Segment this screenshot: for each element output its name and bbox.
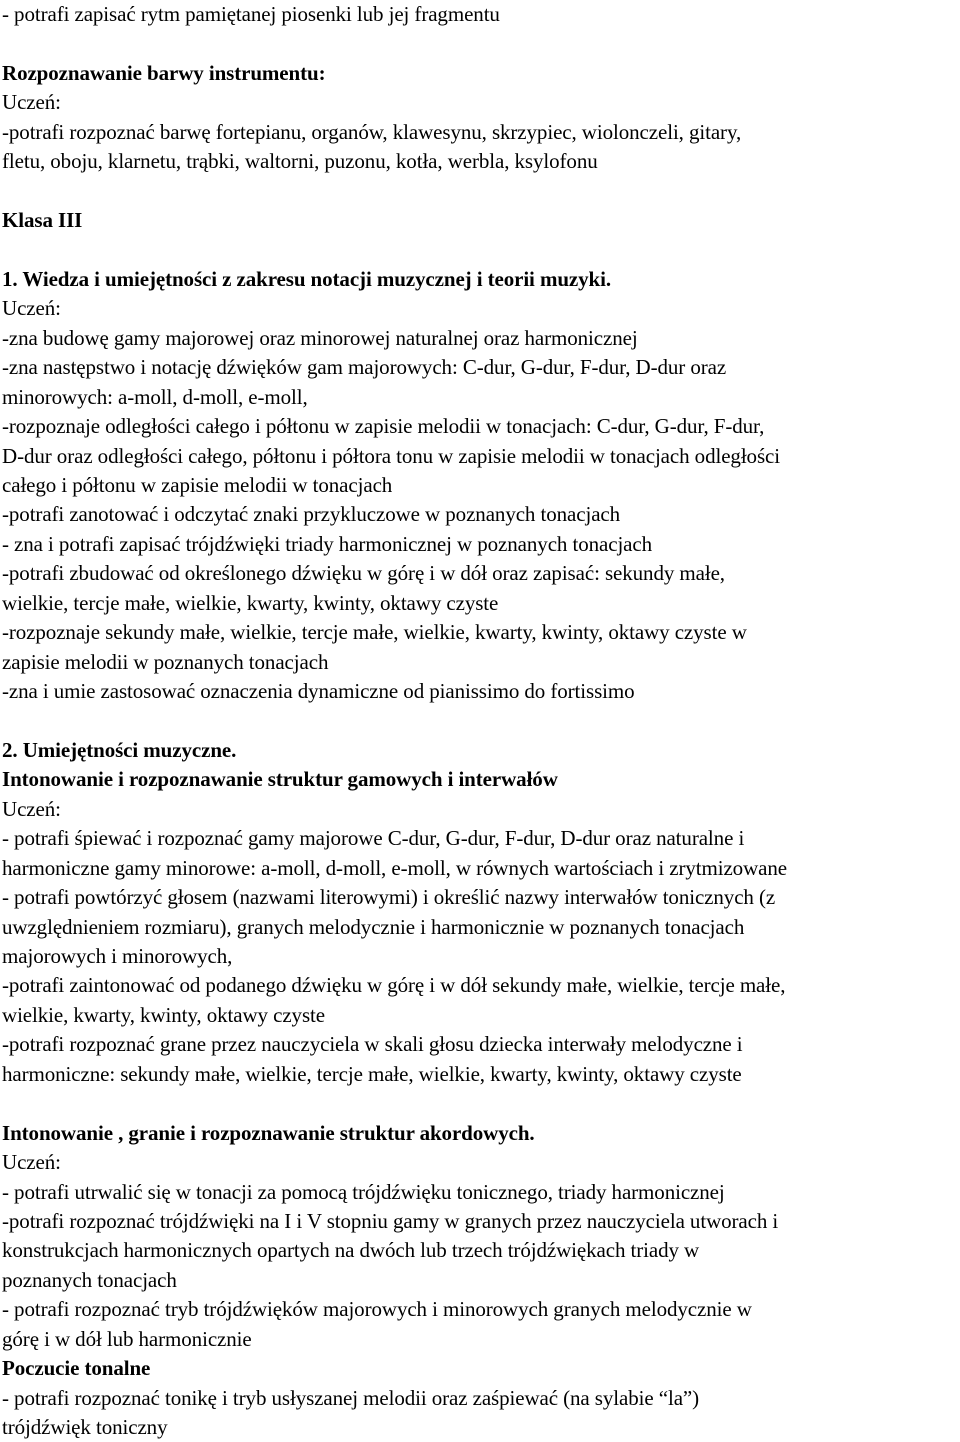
text-line: - potrafi powtórzyć głosem (nazwami literowymi) i określić nazwy interwałów tonicznych (z — [2, 885, 776, 910]
text-line: Uczeń: — [2, 1150, 61, 1175]
text-line: trójdźwięk toniczny — [2, 1415, 168, 1439]
blank-line — [2, 177, 960, 206]
text-line: minorowych: a-moll, d-moll, e-moll, — [2, 384, 308, 409]
text-line: całego i półtonu w zapisie melodii w tonacjach — [2, 473, 393, 497]
heading-line: Poczucie tonalne — [2, 1356, 151, 1381]
text-line: wielkie, kwarty, kwinty, oktawy czyste — [2, 1002, 325, 1027]
text-line: - potrafi rozpoznać tonikę i tryb usłyszanej melodii oraz zaśpiewać (na sylabie “la”) — [2, 1385, 700, 1410]
text-line: -potrafi rozpoznać grane przez nauczyciela w skali głosu dziecka interwały melodyczne i — [2, 1032, 743, 1057]
text-line: -rozpoznaje odległości całego i półtonu w zapisie melodii w tonacjach: C-dur, G-dur, F-dur, — [2, 414, 765, 439]
text-line: -potrafi rozpoznać barwę fortepianu, organów, klawesynu, skrzypiec, wiolonczeli, gitary, — [2, 119, 742, 144]
text-line: - zna i potrafi zapisać trójdźwięki triady harmonicznej w poznanych tonacjach — [2, 531, 653, 556]
text-line: -potrafi zbudować od określonego dźwięku w górę i w dół oraz zapisać: sekundy małe, — [2, 561, 725, 586]
text-line: majorowych i minorowych, — [2, 944, 233, 968]
heading-line: 2. Umiejętności muzyczne. — [2, 737, 237, 762]
text-line: - potrafi utrwalić się w tonacji za pomocą trójdźwięku tonicznego, triady harmonicznej — [2, 1179, 725, 1204]
blank-line — [2, 1089, 960, 1118]
blank-line — [2, 707, 960, 736]
text-line: -rozpoznaje sekundy małe, wielkie, tercje małe, wielkie, kwarty, kwinty, oktawy czyste w — [2, 620, 747, 645]
text-line: zapisie melodii w poznanych tonacjach — [2, 649, 329, 674]
heading-line: Intonowanie , granie i rozpoznawanie struktur akordowych. — [2, 1120, 535, 1145]
text-line: -potrafi zanotować i odczytać znaki przykluczowe w poznanych tonacjach — [2, 502, 621, 527]
text-line: konstrukcjach harmonicznych opartych na dwóch lub trzech trójdźwiękach triady w — [2, 1238, 700, 1263]
text-line: Uczeń: — [2, 90, 61, 115]
text-line: poznanych tonacjach — [2, 1267, 177, 1292]
text-line: -zna i umie zastosować oznaczenia dynamiczne od pianissimo do fortissimo — [2, 679, 635, 704]
text-line: Uczeń: — [2, 296, 61, 321]
blank-line — [2, 29, 960, 58]
text-line: - potrafi zapisać rytm pamiętanej piosenki lub jej fragmentu — [2, 2, 500, 26]
text-line: -potrafi zaintonować od podanego dźwięku w górę i w dół sekundy małe, wielkie, tercje małe, — [2, 973, 786, 998]
text-line: Uczeń: — [2, 796, 61, 821]
heading-line: Rozpoznawanie barwy instrumentu: — [2, 60, 326, 85]
text-line: -zna budowę gamy majorowej oraz minorowej naturalnej oraz harmonicznej — [2, 325, 638, 350]
blank-line — [2, 236, 960, 265]
text-line: -zna następstwo i notację dźwięków gam majorowych: C-dur, G-dur, F-dur, D-dur oraz — [2, 355, 727, 380]
text-line: - potrafi rozpoznać tryb trójdźwięków majorowych i minorowych granych melodycznie w — [2, 1297, 752, 1322]
text-line: -potrafi rozpoznać trójdźwięki na I i V stopniu gamy w granych przez nauczyciela utworach i — [2, 1208, 779, 1233]
heading-line: Klasa III — [2, 208, 83, 233]
text-line: D-dur oraz odległości całego, półtonu i półtora tonu w zapisie melodii w tonacjach odległości — [2, 443, 780, 468]
text-line: górę i w dół lub harmonicznie — [2, 1326, 252, 1351]
text-line: harmoniczne: sekundy małe, wielkie, tercje małe, wielkie, kwarty, kwinty, oktawy czyste — [2, 1061, 742, 1086]
text-line: - potrafi śpiewać i rozpoznać gamy majorowe C-dur, G-dur, F-dur, D-dur oraz naturalne i — [2, 826, 745, 851]
text-line: wielkie, tercje małe, wielkie, kwarty, kwinty, oktawy czyste — [2, 590, 499, 615]
text-line: uwzględnieniem rozmiaru), granych melodycznie i harmonicznie w poznanych tonacjach — [2, 914, 745, 939]
heading-line: Intonowanie i rozpoznawanie struktur gamowych i interwałów — [2, 767, 558, 792]
text-line: fletu, oboju, klarnetu, trąbki, waltorni, puzonu, kotła, werbla, ksylofonu — [2, 149, 598, 174]
text-line: harmoniczne gamy minorowe: a-moll, d-moll, e-moll, w równych wartościach i zrytmizowane — [2, 855, 787, 880]
heading-line: 1. Wiedza i umiejętności z zakresu notacji muzycznej i teorii muzyki. — [2, 266, 612, 291]
